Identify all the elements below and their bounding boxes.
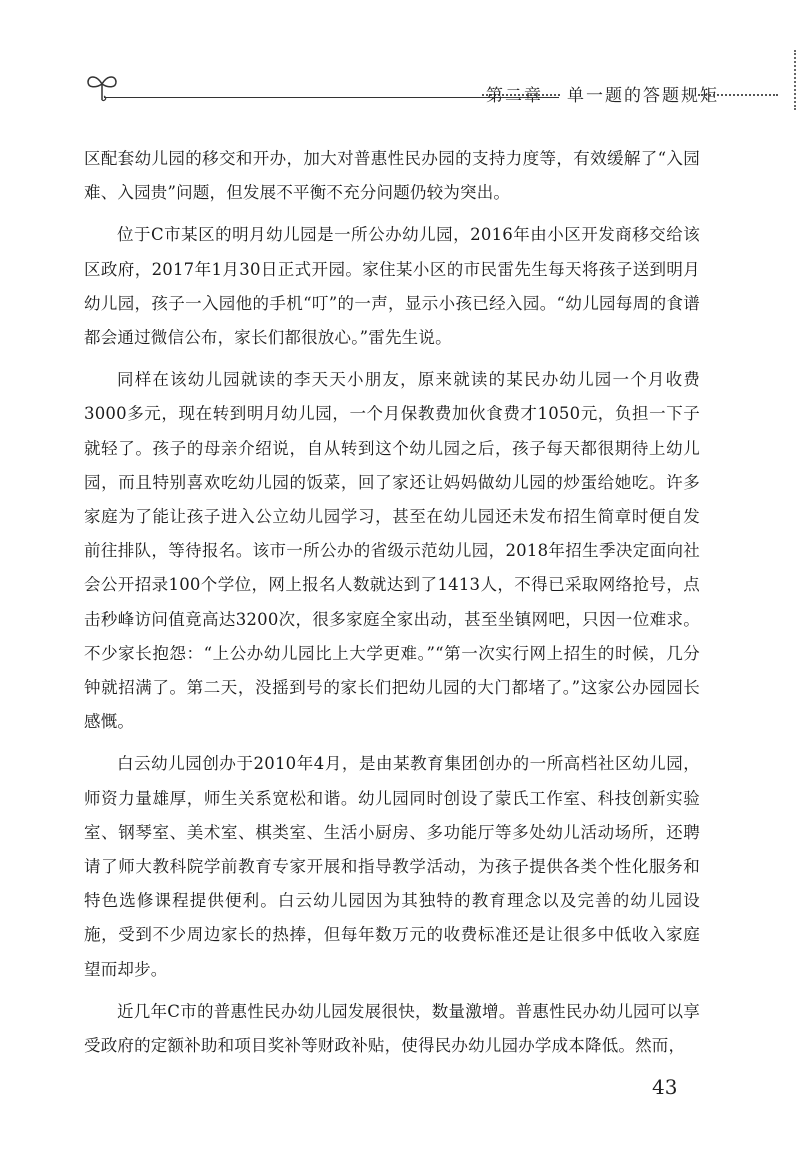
paragraph: 区配套幼儿园的移交和开办，加大对普惠性民办园的支持力度等，有效缓解了“入园难、入园贵”问题，但发展不平衡不充分问题仍较为突出。 — [84, 149, 700, 203]
paragraph: 白云幼儿园创办于2010年4月，是由某教育集团创办的一所高档社区幼儿园，师资力量雄厚，师生关系宽松和谐。幼儿园同时创设了蒙氏工作室、科技创新实验室、钢琴室、美术室、棋类室、生活小厨房、多功能厅等多处幼儿活动场所，还聘请了师大教科院学前教育专家开展和指导教学活动，为孩子提供各类个性化服务和特色选修课程提供便利。白云幼儿园因为其独特的教育理念以及完善的幼儿园设施，受到不少周边家长的热捧，但每年数万元的收费标准还是让很多中低收入家庭望而却步。 — [84, 754, 700, 979]
sprout-icon — [82, 70, 122, 104]
header-dotted-trail — [698, 94, 778, 96]
page-edge-marks — [790, 50, 796, 110]
page-number: 43 — [652, 1075, 678, 1099]
chapter-label: 第二章 — [486, 86, 543, 106]
section-title: 单一题的答题规矩 — [567, 86, 719, 106]
header-title — [486, 81, 719, 106]
paragraph: 近几年C市的普惠性民办幼儿园发展很快，数量激增。普惠性民办幼儿园可以享受政府的定额补助和项目奖补等财政补贴，使得民办幼儿园办学成本降低。然而， — [84, 1001, 700, 1056]
body-text — [84, 142, 700, 1063]
paragraph: 位于C市某区的明月幼儿园是一所公办幼儿园，2016年由小区开发商移交给该区政府，2017年1月30日正式开园。家住某小区的市民雷先生每天将孩子送到明月幼儿园，孩子一入园他的手机“叮”的一声，显示小孩已经入园。“幼儿园每周的食谱都会通过微信公布，家长们都很放心。”雷先生说。 — [84, 225, 700, 348]
paragraph: 同样在该幼儿园就读的李天天小朋友，原来就读的某民办幼儿园一个月收费3000多元，现在转到明月幼儿园，一个月保教费加伙食费才1050元，负担一下子就轻了。孩子的母亲介绍说，自从转到这个幼儿园之后，孩子每天都很期待上幼儿园，而且特别喜欢吃幼儿园的饭菜，回了家还让妈妈做幼儿园的炒蛋给她吃。许多家庭为了能让孩子进入公立幼儿园学习，甚至在幼儿园还未发布招生简章时便自发前往排队，等待报名。该市一所公办的省级示范幼儿园，2018年招生季决定面向社会公开招录100个学位，网上报名人数就达到了1413人，不得已采取网络抢号，点击秒峰访问值竟高达3200次，很多家庭全家出动，甚至坐镇网吧，只因一位难求。不少家长抱怨：“上公办幼儿园比上大学更难。”“第一次实行网上招生的时候，几分钟就招满了。第二天，没摇到号的家长们把幼儿园的大门都堵了。”这家公办园园长感慨。 — [84, 370, 700, 732]
running-header — [82, 70, 794, 110]
